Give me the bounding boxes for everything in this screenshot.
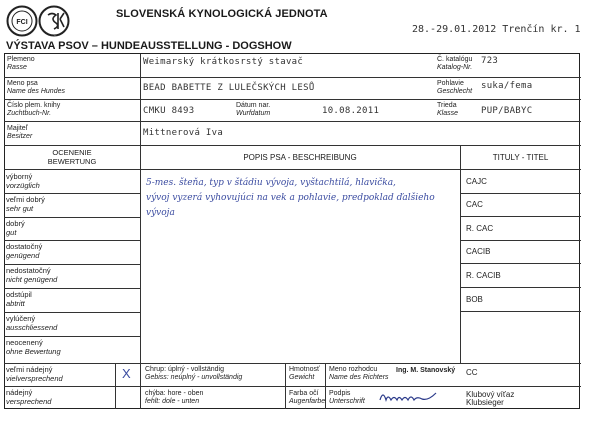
divider (4, 193, 141, 194)
divider (4, 312, 141, 313)
breed-label: Plemeno Rasse (7, 56, 35, 71)
fci-logo (8, 7, 37, 36)
catalog-value: 723 (481, 56, 499, 66)
sex-value: suka/fema (481, 81, 533, 91)
studbook-label: Číslo plem. knihy Zuchtbuch-Nr. (7, 102, 61, 117)
divider (4, 77, 581, 78)
grade-row: odstúpil abtritt (6, 290, 32, 308)
divider (140, 54, 141, 121)
svg-text:FCI: FCI (16, 19, 28, 26)
studbook-value: CMKU 8493 (143, 106, 195, 116)
title-option: BOB (466, 295, 483, 304)
divider (4, 99, 581, 100)
divider (4, 217, 141, 218)
show-date-place: 28.-29.01.2012 Trenčín kr. 1 (412, 24, 581, 35)
grade-row: dobrý gut (6, 219, 25, 237)
organization-name: SLOVENSKÁ KYNOLOGICKÁ JEDNOTA (116, 8, 328, 20)
eye-color-label: Farba očí Augenfarbe (289, 390, 326, 405)
divider (4, 363, 581, 364)
owner-label: Majiteľ Besitzer (7, 125, 33, 140)
divider (460, 145, 461, 363)
grading-header: OCENENIE BEWERTUNG (47, 148, 97, 166)
grade-row: neocenený ohne Bewertung (6, 338, 61, 356)
grade-checkmark: X (122, 366, 131, 381)
divider (460, 193, 581, 194)
title-option: CACIB (466, 247, 491, 256)
dog-name-label: Meno psa Name des Hundes (7, 80, 65, 95)
description-header: POPIS PSA - BESCHREIBUNG (243, 153, 357, 162)
show-title: VÝSTAVA PSOV – HUNDEAUSSTELLUNG - DOGSHOW (6, 40, 292, 52)
grade-row: výborný vorzüglich (6, 172, 40, 190)
divider (285, 363, 286, 409)
weight-label: Hmotnosť Gewicht (289, 366, 320, 381)
title-cc: CC (466, 368, 478, 377)
catalog-label: Č. katalógu Katalog-Nr. (437, 56, 473, 71)
breed-value: Weimarský krátkosrstý stavač (143, 57, 304, 67)
title-option: CAC (466, 200, 483, 209)
divider (4, 386, 581, 387)
divider (4, 336, 141, 337)
divider (460, 311, 581, 312)
divider (4, 121, 581, 122)
sex-label: Pohlavie Geschlecht (437, 80, 473, 95)
titles-header: TITULY - TITEL (492, 153, 549, 162)
class-value: PUP/BABYC (481, 106, 533, 116)
teeth-label: Chrup: úplný - vollständig Gebiss: neúplný - unvollständig (145, 366, 243, 381)
club-winner-title: Klubový víťaz Klubsieger (466, 390, 515, 407)
tail-label: chýba: hore - oben fehlt: dole - unten (145, 390, 204, 405)
title-option: R. CACIB (466, 271, 501, 280)
dob-label: Dátum nar. Wurfdatum (236, 102, 271, 117)
divider (4, 288, 141, 289)
grade-row: nedostatočný nicht genügend (6, 266, 58, 284)
dob-value: 10.08.2011 (322, 106, 380, 116)
grade-row: nádejný versprechend (6, 388, 52, 406)
divider (460, 263, 581, 264)
organization-logos (6, 5, 112, 37)
svg-text:SKJ: SKJ (54, 36, 56, 37)
owner-value: Mittnerová Iva (143, 128, 224, 138)
dog-name-value: BEAD BABETTE Z LULEČSKÝCH LESŮ (143, 83, 315, 93)
title-option: CAJC (466, 177, 487, 186)
grade-row: veľmi nádejný vielversprechend (6, 365, 63, 383)
grade-row: dostatočný genügend (6, 242, 43, 260)
title-option: R. CAC (466, 224, 494, 233)
judge-name-stamp: Ing. M. Stanovský (396, 367, 456, 374)
divider (4, 264, 141, 265)
signature-label: Podpis Unterschrift (329, 390, 365, 405)
description-line: vývoja (146, 208, 175, 218)
class-label: Trieda Klasse (437, 102, 459, 117)
divider (460, 287, 581, 288)
description-line: vývoj vyzerá vyhovujúci na vek a pohlavie, predpoklad ďalšieho (146, 193, 435, 203)
divider (140, 122, 141, 146)
divider (460, 240, 581, 241)
divider (4, 240, 141, 241)
divider (460, 216, 581, 217)
divider (4, 169, 581, 170)
skj-logo (40, 7, 69, 38)
judge-label: Meno rozhodcu Name des Richters (329, 366, 389, 381)
description-line: 5-mes. šteňa, typ v štádiu vývoja, vyštachtilá, hlavička, (146, 178, 396, 188)
divider (140, 145, 141, 409)
judge-signature (378, 386, 448, 406)
divider (4, 145, 581, 146)
grade-row: veľmi dobrý sehr gut (6, 195, 45, 213)
grade-row: vylúčený ausschliessend (6, 314, 58, 332)
